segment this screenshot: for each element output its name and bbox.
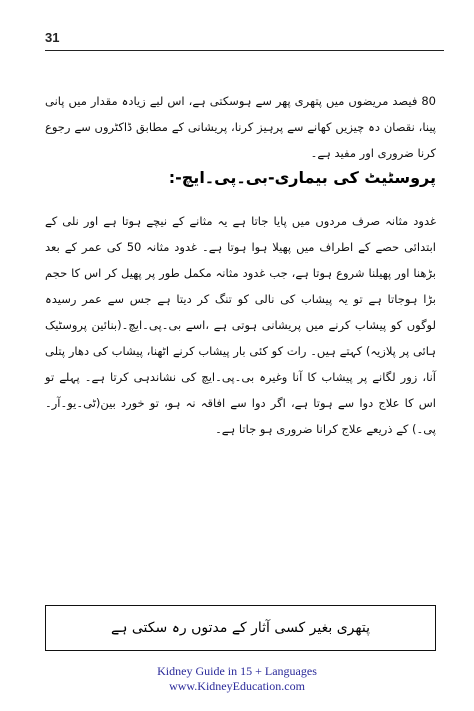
- footer-title: Kidney Guide in 15 + Languages: [157, 664, 317, 678]
- section-heading: پروسٹیٹ کی بیماری-بی۔پی۔ایچ-:: [168, 168, 436, 187]
- footer-url: www.KidneyEducation.com: [169, 679, 305, 693]
- page-number: 31: [45, 30, 60, 45]
- header-divider: [45, 50, 444, 51]
- paragraph-text: غدود مثانہ صرف مردوں میں پایا جاتا ہے یہ مثانے کے نیچے ہوتا ہے اور نلی کے ابتدائی حصے کے اطراف میں پھیلا ہوا ہوتا ہے۔ غدود مثانہ 50 کی عمر کے بعد بڑھنا اور پھیلنا شروع ہوتا ہے، جب غدود مثانہ مکمل طور پر پھیل کر اس کا حجم بڑا ہوجاتا ہے تو یہ پیشاب کی نالی کو تنگ کر دیتا ہے جس سے عمر رسیدہ لوگوں کو پیشاب کرنے میں پریشانی ہوتی ہے ،اسے بی۔پی۔ایچ۔(بنائین پروسٹیک ہائی پر پلازیہ) کہتے ہیں۔ رات کو کئی بار پیشاب کرنے اٹھنا، پیشاب کی دھار پتلی آنا، زور لگانے پر پیشاب کا آنا وغیرہ بی۔پی۔ایچ کی نشاندہی کرتا ہے۔ پہلے تو اس کا علاج دوا سے ہوتا ہے، اگر دوا سے افاقہ نہ ہو، تو خورد بین(ٹی۔یو۔آر۔پی۔) کے ذریعے علاج کرانا ضروری ہو جاتا ہے۔: [45, 214, 436, 436]
- body-paragraph-2: [45, 208, 436, 442]
- callout-text: پتھری بغیر کسی آثار کے مدتوں رہ سکتی ہے: [111, 620, 370, 636]
- paragraph-text: 80 فیصد مریضوں میں پتھری پھر سے ہوسکتی ہے، اس لیے زیادہ مقدار میں پانی پینا، نقصان دہ چیزیں کھانے سے پرہیز کرنا، پریشانی کے مطابق ڈاکٹروں سے رجوع کرنا ضروری اور مفید ہے۔: [45, 94, 436, 160]
- body-paragraph-1: [45, 88, 436, 166]
- page-footer: [0, 664, 474, 694]
- callout-box: [45, 605, 436, 651]
